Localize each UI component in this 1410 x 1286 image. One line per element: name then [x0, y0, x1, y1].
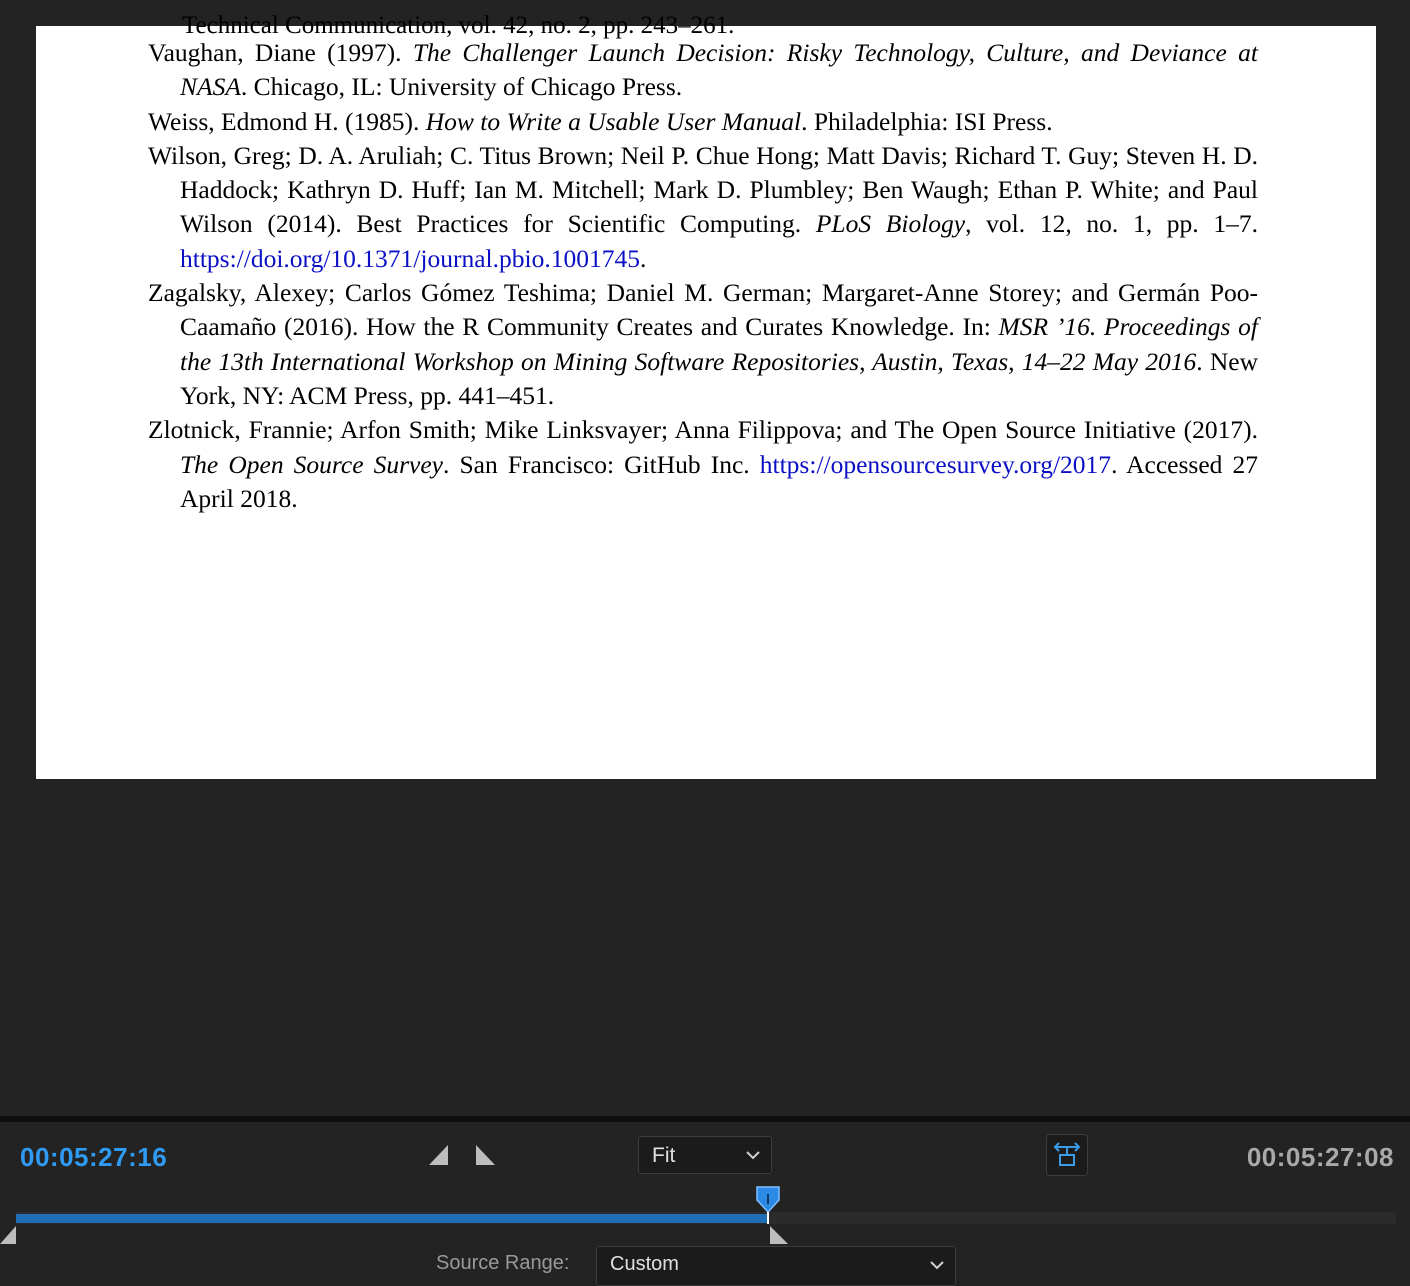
reference-entry [148, 105, 1258, 139]
reference-list [148, 36, 1258, 516]
reference-text: Zagalsky, Alexey; Carlos Gómez Teshima; Daniel M. German; Margaret-Anne Storey; and Germán Poo-Caamaño (2016). How the R Community Creates and Curates Knowledge. In: [148, 278, 1258, 342]
chevron-down-icon [745, 1149, 761, 1161]
reference-link[interactable]: https://opensourcesurvey.org/2017 [759, 449, 1112, 479]
zoom-level-value: Fit [652, 1144, 676, 1167]
export-frame-button[interactable] [1046, 1134, 1088, 1176]
reference-italic-text: PLoS Biology [815, 209, 966, 239]
source-range-value: Custom [610, 1253, 679, 1275]
current-timecode[interactable]: 00:05:27:16 [20, 1142, 168, 1172]
reference-text: , vol. 12, no. 1, pp. 1–7. [965, 209, 1258, 239]
mark-out-icon[interactable] [474, 1144, 496, 1166]
reference-text: . Accessed 27 April 2018. [180, 449, 1258, 513]
reference-entry [148, 139, 1258, 276]
timeline-progress [16, 1214, 768, 1223]
range-out-handle[interactable] [768, 1226, 788, 1244]
reference-italic-text: The Challenger Launch Decision: Risky Technology, Culture, and Deviance at NASA [180, 38, 1258, 102]
reference-text: . New York, NY: ACM Press, pp. 441–451. [180, 346, 1258, 410]
export-frame-icon [1052, 1140, 1082, 1170]
range-in-handle[interactable] [0, 1226, 18, 1244]
reference-text: . San Francisco: GitHub Inc. [443, 449, 760, 479]
reference-link[interactable]: https://doi.org/10.1371/journal.pbio.1001745 [180, 243, 640, 273]
zoom-level-dropdown[interactable] [638, 1136, 772, 1174]
mark-in-icon[interactable] [428, 1144, 450, 1166]
source-range-label: Source Range: [436, 1252, 570, 1274]
reference-text: Wilson, Greg; D. A. Aruliah; C. Titus Brown; Neil P. Chue Hong; Matt Davis; Richard T. Guy; Steven H. D. Haddock; Kathryn D. Huff; Ian M. Mitchell; Mark D. Plumbley; Ben Waugh; Ethan P. White; and Paul Wilson (2014). Best Practices for Scientific Computing. [148, 140, 1258, 239]
reference-entry [148, 276, 1258, 413]
reference-entry [148, 36, 1258, 105]
reference-text: Zlotnick, Frannie; Arfon Smith; Mike Linksvayer; Anna Filippova; and The Open Source Initiative (2017). [148, 415, 1258, 445]
reference-text: . Philadelphia: ISI Press. [801, 106, 1053, 136]
reference-italic-text: The Open Source Survey [180, 449, 444, 479]
clipped-reference-line: Technical Communication, vol. 42, no. 2, pp. 243–261. [182, 12, 735, 39]
source-range-dropdown[interactable] [596, 1246, 956, 1286]
playback-controls [0, 1122, 1410, 1275]
reference-entry [148, 413, 1258, 516]
reference-text: Weiss, Edmond H. (1985). [148, 106, 426, 136]
chevron-down-icon [929, 1259, 945, 1271]
reference-italic-text: MSR ’16. Proceedings of the 13th International Workshop on Mining Software Repositories, Austin, Texas, 14–22 May 2016 [180, 312, 1258, 376]
reference-text: . [639, 243, 647, 273]
duration-timecode: 00:05:27:08 [1246, 1142, 1394, 1172]
reference-text: . Chicago, IL: University of Chicago Press. [240, 72, 683, 102]
reference-italic-text: How to Write a Usable User Manual [425, 106, 802, 136]
reference-text: Vaughan, Diane (1997). [148, 38, 413, 67]
document-page [36, 12, 1376, 779]
